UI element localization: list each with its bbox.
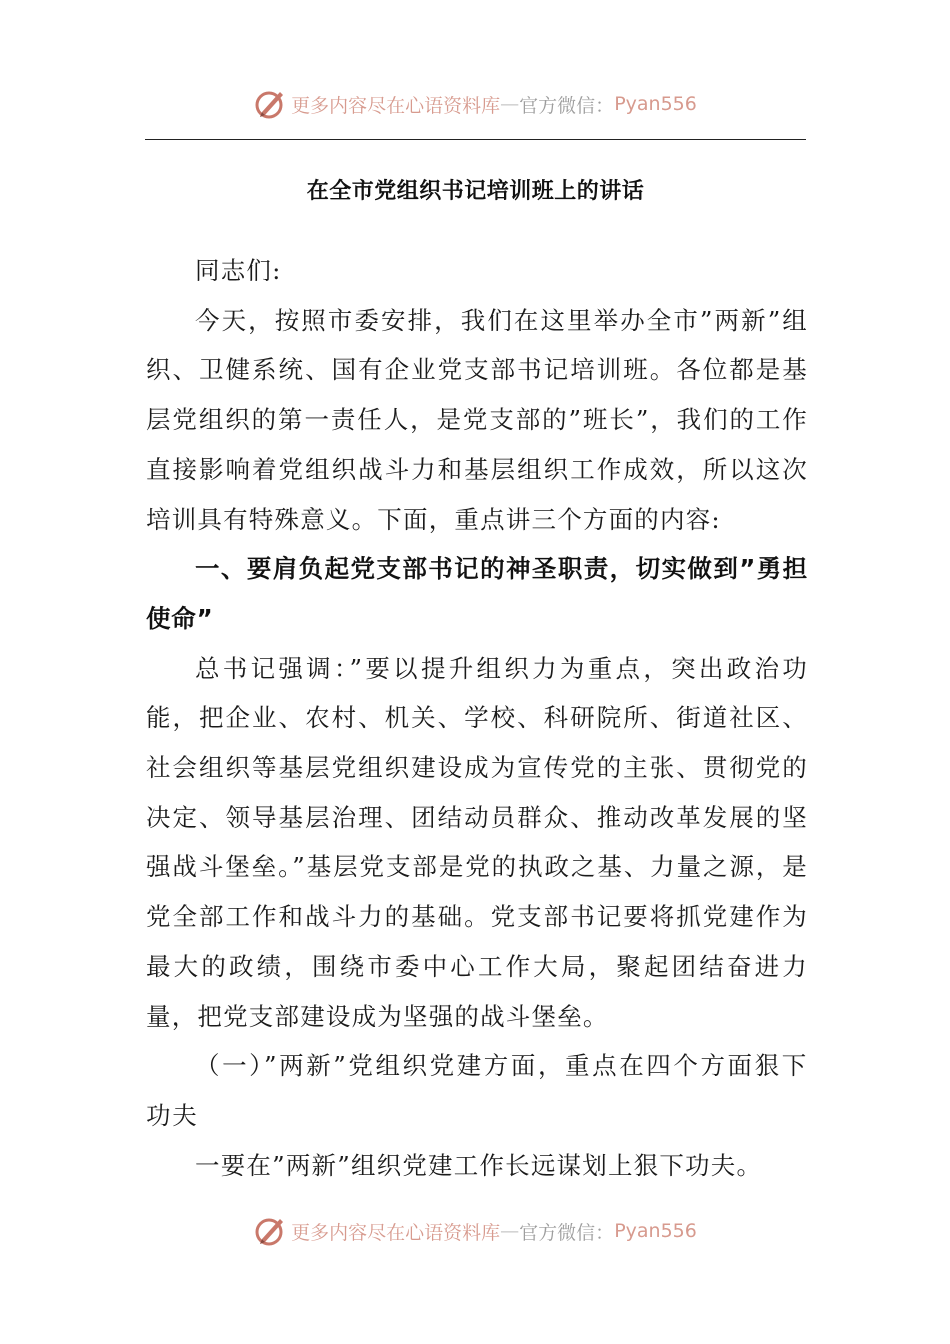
section-heading-1: 一、要肩负起党支部书记的神圣职责，切实做到”勇担使命” [146, 554, 808, 633]
watermark-account: Pyan556 [614, 93, 697, 115]
watermark-brand-text: 更多内容尽在心语资料库 [291, 1221, 501, 1244]
salutation: 同志们: [195, 256, 282, 285]
watermark-label: 官方微信： [519, 94, 615, 117]
paragraph-body: 总书记强调：”要以提升组织力为重点，突出政治功能，把企业、农村、机关、学校、科研院所、街道社区、社会组织等基层党组织建设成为宣传党的主张、贯彻党的决定、领导基层治理、团结动员群众、推动改革发展的坚强战斗堡垒。”基层党支部是党的执政之基、力量之源，是党全部工作和战斗力的基础。党支部书记要将抓党建作为最大的政绩，围绕市委中心工作大局，聚起团结奋进力量，把党支部建设成为坚强的战斗堡垒。 [146, 653, 808, 1031]
footer-watermark [0, 1209, 950, 1253]
subsection-heading-1: （一）”两新”党组织党建方面，重点在四个方面狠下功夫 [146, 1051, 808, 1130]
header-watermark [0, 82, 950, 126]
header-divider [145, 139, 806, 140]
watermark-account: Pyan556 [614, 1220, 697, 1242]
pen-logo-icon [253, 1214, 287, 1248]
paragraph-intro: 今天，按照市委安排，我们在这里举办全市”两新”组织、卫健系统、国有企业党支部书记培训班。各位都是基层党组织的第一责任人，是党支部的”班长”，我们的工作直接影响着党组织战斗力和基层组织工作成效，所以这次培训具有特殊意义。下面，重点讲三个方面的内容: [146, 305, 808, 534]
document-title: 在全市党组织书记培训班上的讲话 [306, 179, 645, 204]
watermark-brand-text: 更多内容尽在心语资料库 [291, 94, 501, 117]
document-body [146, 246, 808, 1190]
pen-logo-icon [253, 87, 287, 121]
paragraph-point-1: 一要在”两新”组织党建工作长远谋划上狠下功夫。 [195, 1150, 763, 1180]
watermark-dash: — [500, 93, 520, 115]
watermark-dash: — [500, 1220, 520, 1242]
watermark-label: 官方微信： [519, 1221, 615, 1244]
